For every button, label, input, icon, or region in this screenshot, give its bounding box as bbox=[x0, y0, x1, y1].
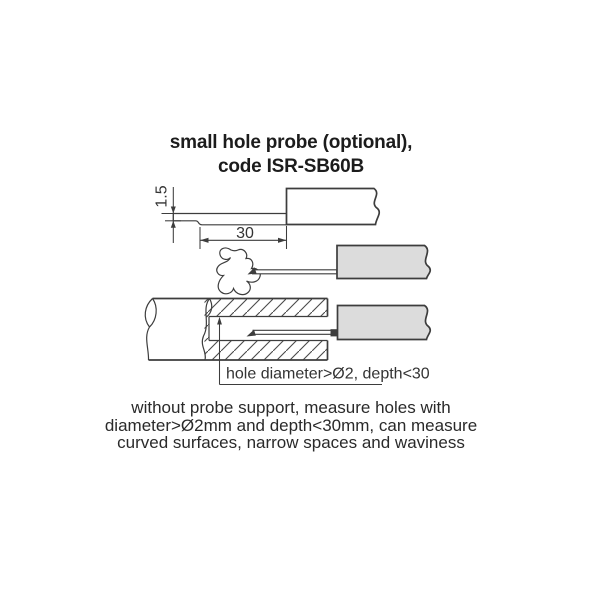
hole-note-label: hole diameter>Ø2, depth<30 bbox=[226, 365, 430, 383]
thickness-dimension-label: 1.5 bbox=[153, 185, 171, 208]
description-line3: curved surfaces, narrow spaces and waviness bbox=[117, 433, 465, 452]
hole-section-drawing bbox=[145, 299, 430, 385]
probe-stylus-middle bbox=[253, 270, 337, 274]
length-dimension bbox=[200, 225, 287, 249]
probe-body-middle bbox=[337, 246, 430, 279]
hole-cavity bbox=[209, 317, 328, 341]
probe-stylus-outline bbox=[173, 214, 286, 225]
figure-title-line2: code ISR-SB60B bbox=[217, 156, 365, 177]
figure-description bbox=[11, 399, 571, 452]
figure-title-line1: small hole probe (optional), bbox=[169, 132, 413, 153]
probe-body-top bbox=[287, 189, 380, 225]
stylus-connector bbox=[331, 329, 338, 336]
curved-surface-drawing bbox=[217, 246, 430, 295]
length-dimension-label: 30 bbox=[236, 224, 254, 242]
probe-dimension-drawing bbox=[154, 185, 380, 249]
description-line2: diameter>Ø2mm and depth<30mm, can measure bbox=[104, 415, 478, 435]
left-break-line bbox=[145, 299, 152, 328]
probe-stylus-bottom bbox=[253, 330, 337, 334]
description-line1: without probe support, measure holes with bbox=[131, 398, 451, 417]
probe-body-bottom bbox=[338, 306, 431, 340]
